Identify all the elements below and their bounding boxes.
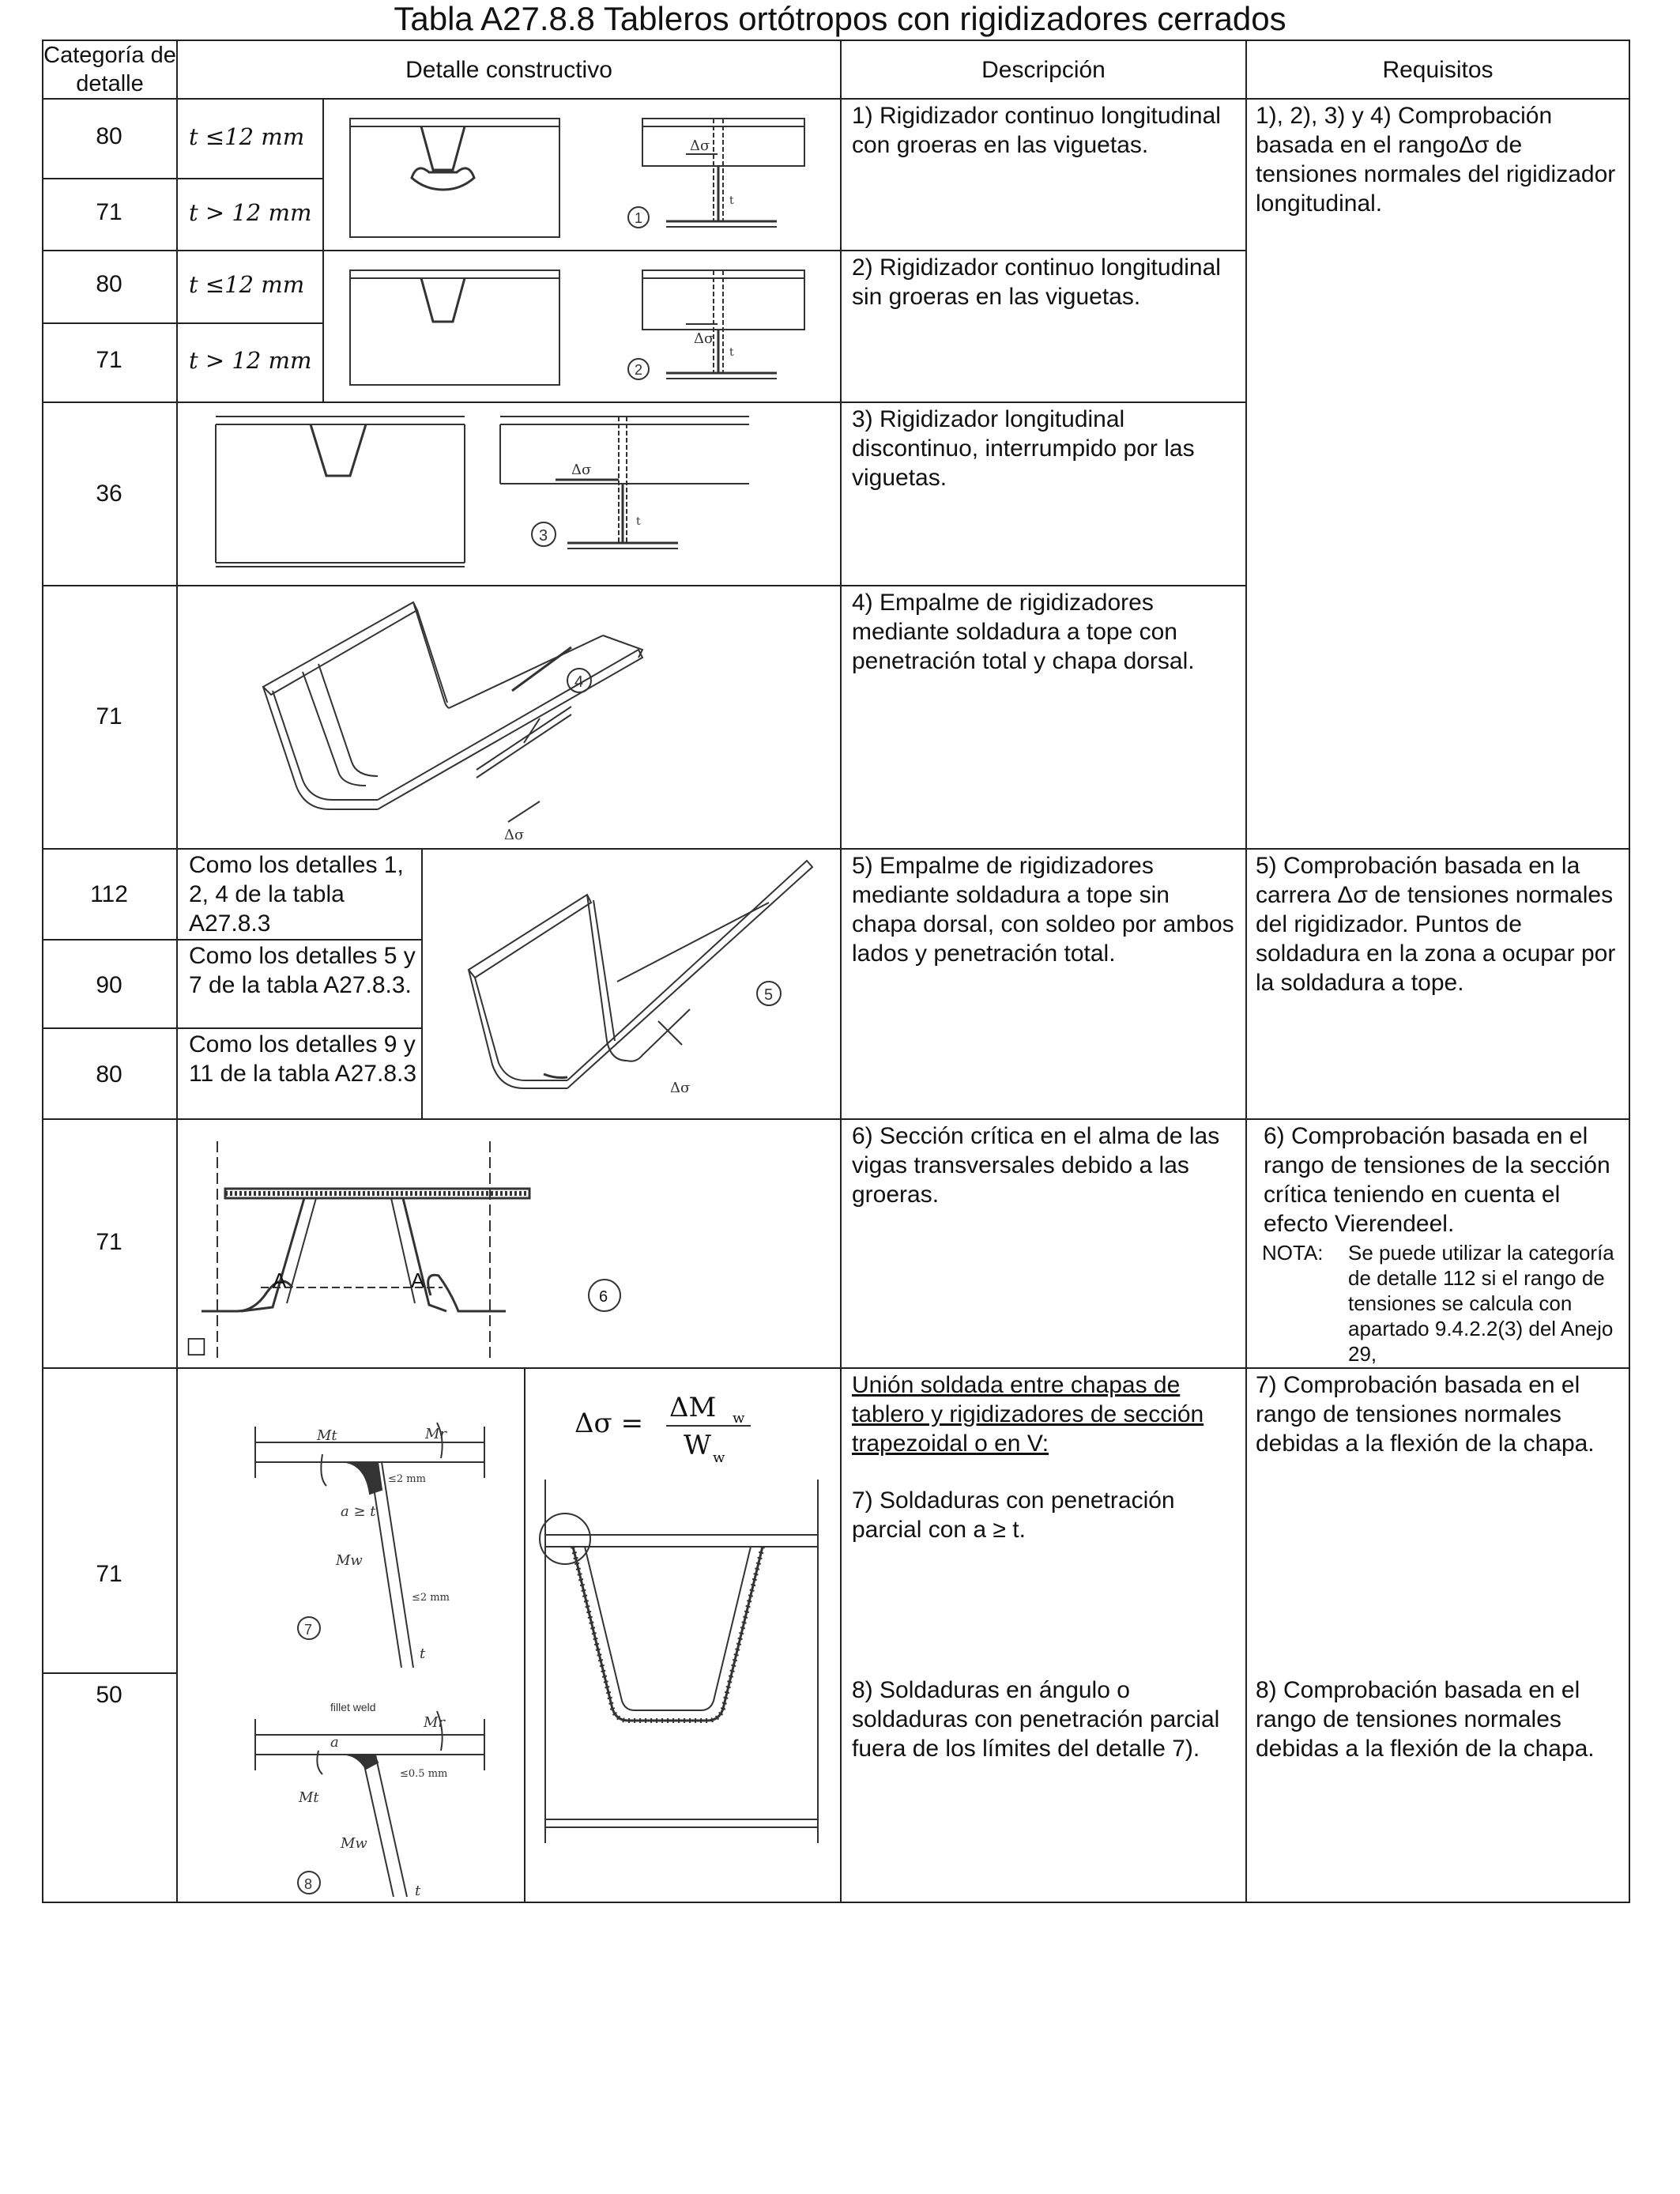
requirement-6: 6) Comprobación basada en el rango de tensiones de la sección crítica teniendo en cuenta el efecto Vierendeel. (1264, 1123, 1610, 1237)
formula-numerator: ΔM (669, 1392, 717, 1423)
svg-text:5: 5 (764, 986, 774, 1004)
description-1: 1) Rigidizador continuo longitudinal con groeras en las viguetas. (852, 103, 1221, 158)
svg-text:Δσ: Δσ (694, 330, 714, 347)
rule-r2-end (42, 401, 1245, 403)
svg-text:A: A (411, 1269, 425, 1292)
table-title: Tabla A27.8.8 Tableros ortótropos con rigidizadores cerrados (394, 0, 1286, 37)
condition-r5c: Como los detalles 9 y 11 de la tabla A27.8.3 (189, 1031, 417, 1087)
description-6: 6) Sección crítica en el alma de las vigas transversales debido a las groeras. (852, 1123, 1220, 1208)
category-r3: 36 (96, 481, 122, 507)
rule-r7-end (42, 1672, 176, 1674)
requirement-1-4: 1), 2), 3) y 4) Comprobación basada en el rangoΔσ de tensiones normales del rigidizador longitudinal. (1256, 103, 1616, 217)
fatigue-detail-table (42, 40, 1630, 1903)
description-4: 4) Empalme de rigidizadores mediante soldadura a tope con penetración total y chapa dorsal. (852, 590, 1195, 674)
detail-2-figure (334, 254, 836, 401)
rule-r5-end (42, 1118, 1630, 1120)
sep-cond-r5 (421, 848, 423, 1118)
header-rule (42, 98, 1630, 100)
category-r5c: 80 (96, 1061, 122, 1088)
condition-r5b: Como los detalles 5 y 7 de la tabla A27.8.3. (189, 943, 416, 998)
condition-r1b: t > 12 mm (189, 199, 312, 226)
svg-text:4: 4 (574, 673, 584, 691)
col-sep-2 (840, 40, 842, 1903)
border-bottom (42, 1902, 1630, 1903)
svg-text:Δσ: Δσ (571, 462, 592, 478)
description-8: 8) Soldaduras en ángulo o soldaduras con penetración parcial fuera de los límites del detalle 7). (852, 1677, 1220, 1762)
svg-text:w: w (713, 1449, 725, 1466)
col-sep-3 (1245, 40, 1247, 1903)
header-categoria: Categoría de detalle (43, 43, 176, 96)
header-requisitos: Requisitos (1382, 56, 1494, 83)
svg-text:t: t (729, 194, 734, 207)
description-7: 7) Soldaduras con penetración parcial con a ≥ t. (852, 1487, 1175, 1543)
svg-text:≤0.5 mm: ≤0.5 mm (400, 1768, 448, 1780)
description-5: 5) Empalme de rigidizadores mediante soldadura a tope sin chapa dorsal, con soldeo por ambos lados y penetración total. (852, 853, 1234, 967)
category-r8: 50 (96, 1682, 122, 1708)
svg-text:Δσ: Δσ (504, 827, 525, 843)
svg-text:2: 2 (635, 362, 643, 378)
condition-r2a: t ≤12 mm (189, 271, 305, 298)
svg-text:fillet weld: fillet weld (330, 1701, 376, 1713)
description-3: 3) Rigidizador longitudinal discontinuo, interrumpido por las viguetas. (852, 406, 1195, 491)
category-r5b: 90 (96, 972, 122, 998)
svg-text:t: t (636, 515, 641, 528)
svg-text:Mw: Mw (336, 1552, 363, 1569)
detail-5-figure (429, 851, 840, 1117)
rule-r3-end (42, 585, 1245, 586)
rule-r4-end (42, 848, 1630, 850)
detail-8-figure (200, 1676, 524, 1901)
header-descripcion: Descripción (981, 56, 1106, 83)
svg-text:8: 8 (304, 1876, 313, 1892)
svg-text:A: A (273, 1269, 287, 1292)
category-r4: 71 (96, 703, 122, 729)
description-7-heading: Unión soldada entre chapas de tablero y rigidizadores de sección trapezoidal o en V: (852, 1372, 1204, 1457)
detail-3-figure (200, 405, 840, 583)
header-detalle: Detalle constructivo (405, 56, 612, 83)
formula-denominator: W (684, 1430, 711, 1461)
svg-text:Mt: Mt (317, 1427, 337, 1444)
detail-4-figure (200, 588, 840, 847)
svg-text:a ≥ t: a ≥ t (341, 1503, 376, 1520)
svg-text:Mr: Mr (424, 1714, 446, 1731)
detail-1-figure (334, 103, 836, 250)
svg-text:7: 7 (304, 1622, 313, 1638)
svg-text:a: a (330, 1734, 339, 1751)
condition-r1a: t ≤12 mm (189, 123, 305, 150)
category-r2b: 71 (96, 347, 122, 373)
svg-text:Mr: Mr (425, 1426, 447, 1442)
rule-r1-mid (42, 178, 322, 179)
requirement-8: 8) Comprobación basada en el rango de tensiones normales debidas a la flexión de la chapa. (1256, 1677, 1595, 1762)
requirement-6-note-label: NOTA: (1262, 1241, 1324, 1265)
rule-r5b-end (42, 1027, 421, 1029)
svg-text:Δσ: Δσ (670, 1080, 691, 1096)
rule-r1-end (42, 250, 1245, 251)
category-r6: 71 (96, 1229, 122, 1255)
border-right (1629, 40, 1630, 1903)
svg-text:1: 1 (635, 210, 643, 226)
svg-text:6: 6 (599, 1288, 608, 1306)
condition-r5a: Como los detalles 1, 2, 4 de la tabla A27.8.3 (189, 852, 404, 937)
svg-text:Mt: Mt (299, 1789, 319, 1806)
svg-text:t: t (420, 1646, 426, 1662)
svg-text:w: w (733, 1410, 745, 1427)
requirement-6-note: Se puede utilizar la categoría de detalle 112 si el rango de tensiones se calcula con apartado 9.4.2.2(3) del Anejo 29, (1348, 1241, 1614, 1366)
rule-r2-mid (42, 322, 322, 324)
svg-text:3: 3 (539, 527, 548, 545)
category-r2a: 80 (96, 271, 122, 297)
condition-r2b: t > 12 mm (189, 347, 312, 374)
category-r1a: 80 (96, 123, 122, 149)
rule-r5a-end (42, 939, 421, 941)
col-sep-1 (176, 40, 178, 1903)
detail-6-figure (178, 1122, 840, 1367)
requirement-5: 5) Comprobación basada en la carrera Δσ de tensiones normales del rigidizador. Puntos de soldadura en la zona a ocupar por la soldadura a tope. (1256, 853, 1616, 996)
detail-7-figure (200, 1375, 524, 1672)
svg-text:Mw: Mw (341, 1835, 367, 1852)
formula-lhs: Δσ = (574, 1408, 644, 1439)
description-2: 2) Rigidizador continuo longitudinal sin groeras en las viguetas. (852, 254, 1221, 310)
category-r7: 71 (96, 1561, 122, 1587)
svg-text:t: t (415, 1883, 421, 1899)
border-left (42, 40, 43, 1903)
category-r1b: 71 (96, 199, 122, 225)
requirement-7: 7) Comprobación basada en el rango de tensiones normales debidas a la flexión de la chapa. (1256, 1372, 1595, 1457)
checkbox-r6: ☐ (186, 1335, 207, 1361)
weld-formula-figure (525, 1369, 838, 1900)
svg-text:≤2 mm: ≤2 mm (412, 1592, 450, 1604)
svg-text:t: t (729, 346, 734, 359)
delta-sigma-label-1: Δσ (690, 138, 710, 154)
category-r5a: 112 (90, 881, 128, 907)
svg-text:≤2 mm: ≤2 mm (388, 1473, 426, 1485)
sep-cond-r12 (322, 98, 324, 401)
